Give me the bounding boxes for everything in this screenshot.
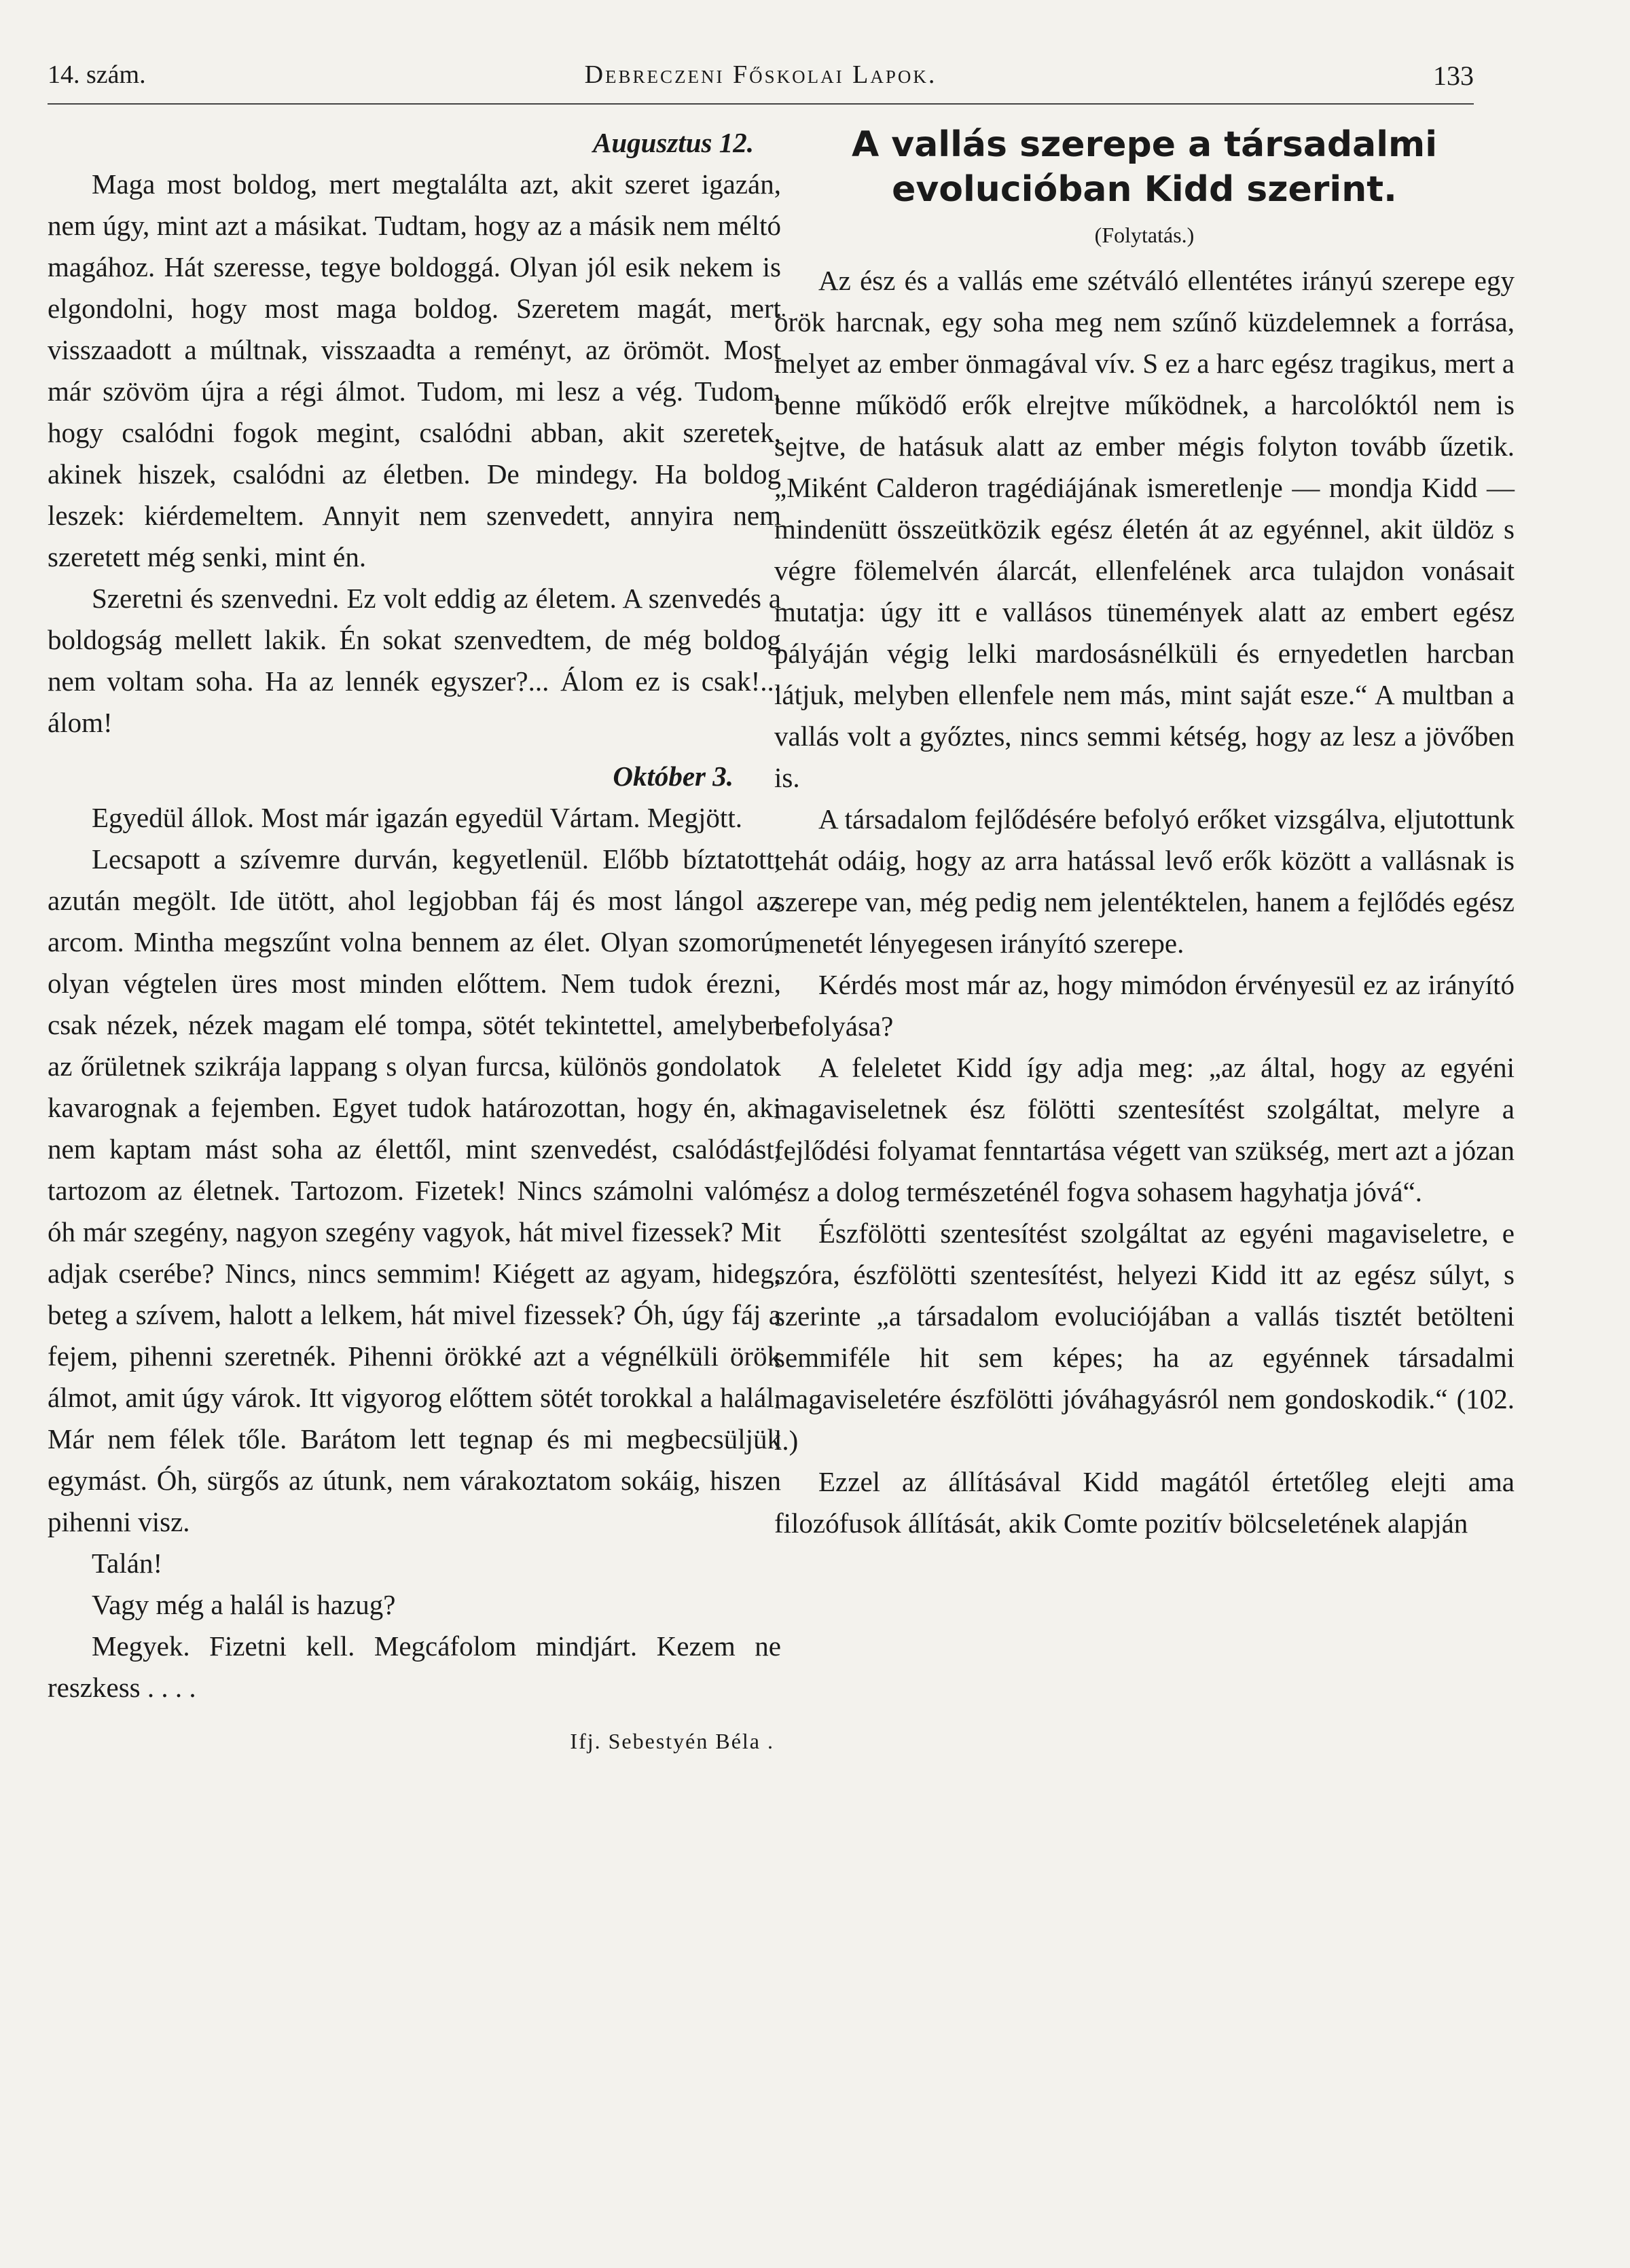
continued-note: (Folytatás.) xyxy=(1094,223,1195,247)
paragraph: Lecsapott a szívemre durván, kegyetlenül. Előbb bíztatott, azután megölt. Ide ütött, ahol legjobban fáj és most lángol az arcom. Mintha megszűnt volna bennem az élet. Olyan szomorú, olyan végtelen üres most minden előttem. Nem tudok érezni, csak nézek, nézek magam elé tompa, sötét tekintettel, amelyben az őrületnek szikrája lappang s olyan furcsa, különös gondolatok kavarognak a fejemben. Egyet tudok határozottan, hogy én, aki nem kaptam mást soha az élettől, mint szenvedést, csalódást, tartozom az életnek. Tartozom. Fizetek! Nincs számolni valóm, óh már szegény, nagyon szegény vagyok, hát mivel fizessek? Mit adjak cserébe? Nincs, nincs semmim! Kiégett az agyam, hideg, beteg a szívem, halott a lelkem, hát mivel fizessek? Óh, úgy fáj a fejem, pihenni szeretnék. Pihenni örökké azt a végnélküli örök álmot, amit úgy várok. Itt vigyorog előttem sötét torokkal a halál. Már nem félek tőle. Barátom lett tegnap és mi megbecsüljük egymást. Óh, sürgős az útunk, nem várakoztatom sokáig, hiszen pihenni visz. xyxy=(48,843,781,1537)
page-header xyxy=(48,56,1474,105)
article-column xyxy=(774,122,1515,1544)
paragraph: Egyedül állok. Most már igazán egyedül Vártam. Megjött. xyxy=(92,802,742,833)
diary-column xyxy=(48,122,781,1762)
paragraph: Kérdés most már az, hogy mimódon érvényesül ez az irányító befolyása? xyxy=(774,969,1515,1042)
author-signature: Ifj. Sebestyén Béla . xyxy=(570,1729,774,1753)
paragraph: Észfölötti szentesítést szolgáltat az egyéni magaviseletre, e szóra, észfölötti szentesítést, helyezi Kidd itt az egész súlyt, s szerinte „a társadalom evoluciójában a vallás tisztét betölteni semmiféle hit sem képes; ha az egyénnek társadalmi magaviseletére észfölötti jóváhagyásról nem gondoskodik.“ (102. l.) xyxy=(774,1218,1515,1456)
page-number: 133 xyxy=(1433,60,1474,91)
paragraph: A társadalom fejlődésére befolyó erőket vizsgálva, eljutottunk tehát odáig, hogy az arra hatással levő erők között a vallásnak is szerepe van, még pedig nem jelentéktelen, hanem a fejlődés egész menetét lényegesen irányító szerepe. xyxy=(774,803,1515,959)
diary-date: Augusztus 12. xyxy=(592,127,754,158)
issue-number: 14. szám. xyxy=(48,60,146,89)
paragraph: Vagy még a halál is hazug? xyxy=(92,1589,396,1620)
article-title: A vallás szerepe a társadalmi evolucióban Kidd szerint. xyxy=(851,124,1438,210)
paragraph: A feleletet Kidd így adja meg: „az által, hogy az egyéni magaviseletnek ész fölötti szentesítést szolgáltat, melyre a fejlődési folyamat fenntartása végett van szükség, mert azt a józan ész a dolog természeténél fogva sohasem hagyhatja jóvá“. xyxy=(774,1052,1515,1207)
journal-title: Debreczeni Főskolai Lapok. xyxy=(584,60,937,89)
paragraph: Ezzel az állításával Kidd magától értetőleg elejti ama filozófusok állítását, akik Comte pozitív bölcseletének alapján xyxy=(774,1466,1515,1539)
paragraph: Az ész és a vallás eme szétváló ellentétes irányú szerepe egy örök harcnak, egy soha meg nem szűnő küzdelemnek a forrása, melyet az ember önmagával vív. S ez a harc egész tragikus, mert a benne működő erők elrejtve működnek, a harcolóktól nem is sejtve, de hatásuk alatt az ember mégis folyton tovább űzetik. „Miként Calderon tragédiájának ismeretlenje — mondja Kidd — mindenütt összeütközik egész életén át az egyénnel, akit üldöz s végre fölemelvén álarcát, ellenfelének arca tulajdon vonásait mutatja: úgy itt e vallásos tünemények alatt az embert egész pályáján végig lelki mardosásnélküli és ernyedetlen harcban látjuk, melyben ellenfele nem más, mint saját esze.“ A multban a vallás volt a győztes, nincs semmi kétség, hogy az lesz a jövőben is. xyxy=(774,265,1515,793)
paragraph: Maga most boldog, mert megtalálta azt, akit szeret igazán, nem úgy, mint azt a másikat. Tudtam, hogy az a másik nem méltó magához. Hát szeresse, tegye boldoggá. Olyan jól esik nekem is elgondolni, hogy most maga boldog. Szeretem magát, mert visszaadott a múltnak, visszaadta a reményt, az örömöt. Most már szövöm újra a régi álmot. Tudom, mi lesz a vég. Tudom, hogy csalódni fogok megint, csalódni abban, akit szeretek, akinek hiszek, csalódni az életben. De mindegy. Ha boldog leszek: kiérdemeltem. Annyit nem szenvedett, annyira nem szeretett még senki, mint én. xyxy=(48,168,781,572)
paragraph: Szeretni és szenvedni. Ez volt eddig az életem. A szenvedés a boldogság mellett lakik. Én sokat szenvedtem, de még boldog nem voltam soha. Ha az lennék egyszer?... Álom ez is csak!... álom! xyxy=(48,583,781,738)
paragraph: Megyek. Fizetni kell. Megcáfolom mindjárt. Kezem ne reszkess . . . . xyxy=(48,1630,781,1703)
paragraph: Talán! xyxy=(92,1548,163,1579)
diary-date: Október 3. xyxy=(613,761,734,792)
